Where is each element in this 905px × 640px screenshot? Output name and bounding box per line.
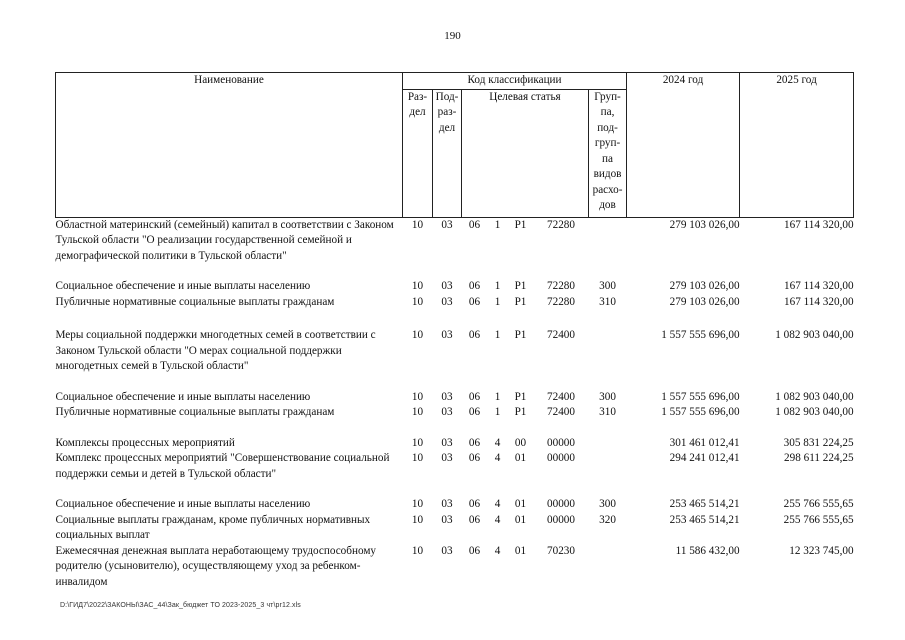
row-name: Публичные нормативные социальные выплаты гражданам [55,295,335,308]
row-subsection: 03 [441,406,453,418]
row-section: 10 [411,452,424,464]
row-spacer [56,264,854,279]
row-target-direction: 00000 [547,452,575,464]
row-section: 10 [411,280,424,292]
page-number: 190 [444,30,461,42]
row-target-project: 01 [514,513,527,526]
row-expense-type: 300 [599,390,616,403]
table-row [56,328,854,375]
row-expense-type: 320 [599,513,616,526]
row-expense-type: 310 [599,295,616,308]
row-target-direction: 72400 [547,329,575,341]
row-subsection: 03 [441,513,453,526]
row-subsection: 03 [441,329,453,341]
header-target-article: Целевая статья [462,89,589,217]
row-expense-type: 310 [599,406,616,418]
row-amount-2024: 279 103 026,00 [669,280,740,292]
table-row [56,497,854,513]
row-target-subprogram: 1 [494,406,501,418]
row-spacer-cell [56,375,854,390]
row-amount-2025: 255 766 555,65 [783,513,854,526]
row-section: 10 [411,329,424,341]
row-target-program: 06 [468,513,481,526]
row-amount-2024: 279 103 026,00 [669,218,740,231]
row-subsection: 03 [441,218,453,231]
row-target-project: Р1 [514,329,527,341]
row-target-program: 06 [468,329,481,341]
row-target-program: 06 [468,218,481,231]
table-row [56,436,854,452]
row-name: Областной материнский (семейный) капитал в соответствии с Законом Тульской области "О реализации государственной семейной и демографической политики в Тульской области" [55,218,394,262]
row-amount-2024: 253 465 514,21 [669,513,740,526]
table-row [56,544,854,591]
row-subsection: 03 [441,544,453,557]
row-target-subprogram: 4 [494,452,501,464]
file-path-footer: D:\ГИД7\2022\ЗАКОНЫ\ЗАС_44\Зак_бюджет ТО 2023-2025_3 чт\pr12.xls [60,602,301,609]
row-name: Социальные выплаты гражданам, кроме публичных нормативных социальных выплат [55,513,371,541]
row-target-program: 06 [468,280,481,292]
row-section: 10 [411,295,424,308]
row-amount-2024: 1 557 555 696,00 [661,329,740,341]
header-year-2024: 2024 год [627,73,740,218]
row-target-direction: 72280 [547,295,575,308]
row-amount-2025: 305 831 224,25 [783,436,854,449]
row-target-program: 06 [468,406,481,418]
row-target-direction: 00000 [547,498,575,510]
row-amount-2025: 167 114 320,00 [784,218,854,231]
row-target-program: 06 [468,390,481,403]
row-target-program: 06 [468,436,481,449]
table-row [56,405,854,421]
row-name: Социальное обеспечение и иные выплаты населению [55,498,311,510]
row-subsection: 03 [441,436,453,449]
row-section: 10 [411,544,424,557]
table-row [56,279,854,295]
table-row [56,451,854,482]
row-name: Социальное обеспечение и иные выплаты населению [55,390,311,403]
row-section: 10 [411,513,424,526]
row-expense-type: 300 [599,498,616,510]
row-target-direction: 72400 [547,390,575,403]
row-expense-type [589,436,627,452]
row-target-subprogram: 4 [494,498,501,510]
row-target-project: 01 [514,544,527,557]
row-spacer-cell [56,310,854,328]
row-target-direction: 70230 [547,544,575,557]
row-target-subprogram: 4 [494,513,501,526]
row-expense-type [589,328,627,375]
row-name: Комплекс процессных мероприятий "Совершенствование социальной поддержки семьи и детей в Тульской области" [55,452,390,480]
table-row [56,513,854,544]
row-target-subprogram: 1 [494,218,501,231]
row-amount-2025: 298 611 224,25 [784,452,854,464]
table-row [56,390,854,406]
header-subsection: Под- раз- дел [433,89,462,217]
row-amount-2024: 253 465 514,21 [669,498,740,510]
row-target-subprogram: 1 [494,329,501,341]
row-target-project: Р1 [514,390,527,403]
header-expense-group: Груп- па, под- груп- па видов расхо- дов [589,89,627,217]
row-section: 10 [411,406,424,418]
row-spacer-cell [56,482,854,497]
row-subsection: 03 [441,390,453,403]
row-target-direction: 00000 [547,513,575,526]
row-expense-type [589,217,627,264]
row-amount-2024: 279 103 026,00 [669,295,740,308]
row-target-project: 00 [514,436,527,449]
row-name: Ежемесячная денежная выплата неработающему трудоспособному родителю (усыновителю), осуществляющему уход за ребенком-инвалидом [55,544,376,588]
row-subsection: 03 [441,295,453,308]
header-classification: Код классификации [403,73,627,90]
row-spacer [56,421,854,436]
row-amount-2024: 1 557 555 696,00 [661,406,740,418]
table-row [56,217,854,264]
row-amount-2024: 301 461 012,41 [669,436,740,449]
row-name: Социальное обеспечение и иные выплаты населению [55,280,311,292]
row-amount-2025: 167 114 320,00 [784,280,854,292]
row-target-subprogram: 4 [494,544,501,557]
row-subsection: 03 [441,452,453,464]
row-target-subprogram: 1 [494,295,501,308]
row-target-project: 01 [514,498,527,510]
row-amount-2025: 1 082 903 040,00 [775,406,854,418]
row-expense-type [589,451,627,482]
row-name: Меры социальной поддержки многодетных семей в соответствии с Законом Тульской области "О мерах социальной поддержки многодетных семей в Тульской области" [55,329,376,372]
table-body [56,217,854,590]
row-amount-2025: 12 323 745,00 [789,544,854,557]
row-target-project: Р1 [514,218,527,231]
row-section: 10 [411,436,424,449]
row-target-program: 06 [468,498,481,510]
row-amount-2024: 11 586 432,00 [675,544,740,557]
row-target-direction: 72280 [547,280,575,292]
row-subsection: 03 [441,498,453,510]
row-target-direction: 72280 [547,218,575,231]
row-name: Публичные нормативные социальные выплаты гражданам [55,406,335,418]
row-amount-2024: 294 241 012,41 [669,452,740,464]
row-target-subprogram: 4 [494,436,501,449]
row-amount-2025: 1 082 903 040,00 [775,390,854,403]
header-year-2025: 2025 год [740,73,854,218]
row-section: 10 [411,218,424,231]
row-section: 10 [411,498,424,510]
row-spacer [56,375,854,390]
row-target-program: 06 [468,452,481,464]
row-amount-2025: 1 082 903 040,00 [775,329,854,341]
budget-table [55,72,854,590]
row-target-project: Р1 [514,406,527,418]
table-row [56,295,854,311]
row-amount-2024: 1 557 555 696,00 [661,390,740,403]
header-name: Наименование [56,73,403,218]
row-expense-type: 300 [599,280,616,292]
row-target-subprogram: 1 [494,280,501,292]
row-spacer-cell [56,421,854,436]
row-target-direction: 00000 [547,436,575,449]
row-target-program: 06 [468,544,481,557]
row-target-subprogram: 1 [494,390,501,403]
row-target-direction: 72400 [547,406,575,418]
row-section: 10 [411,390,424,403]
row-target-project: 01 [514,452,527,464]
row-name: Комплексы процессных мероприятий [55,436,235,449]
row-expense-type [589,544,627,591]
row-spacer [56,482,854,497]
row-target-project: Р1 [514,295,527,308]
row-target-project: Р1 [514,280,527,292]
header-section: Раз- дел [403,89,433,217]
row-amount-2025: 255 766 555,65 [783,498,854,510]
row-target-program: 06 [468,295,481,308]
row-spacer-cell [56,264,854,279]
row-amount-2025: 167 114 320,00 [784,295,854,308]
row-spacer [56,310,854,328]
row-subsection: 03 [441,280,453,292]
